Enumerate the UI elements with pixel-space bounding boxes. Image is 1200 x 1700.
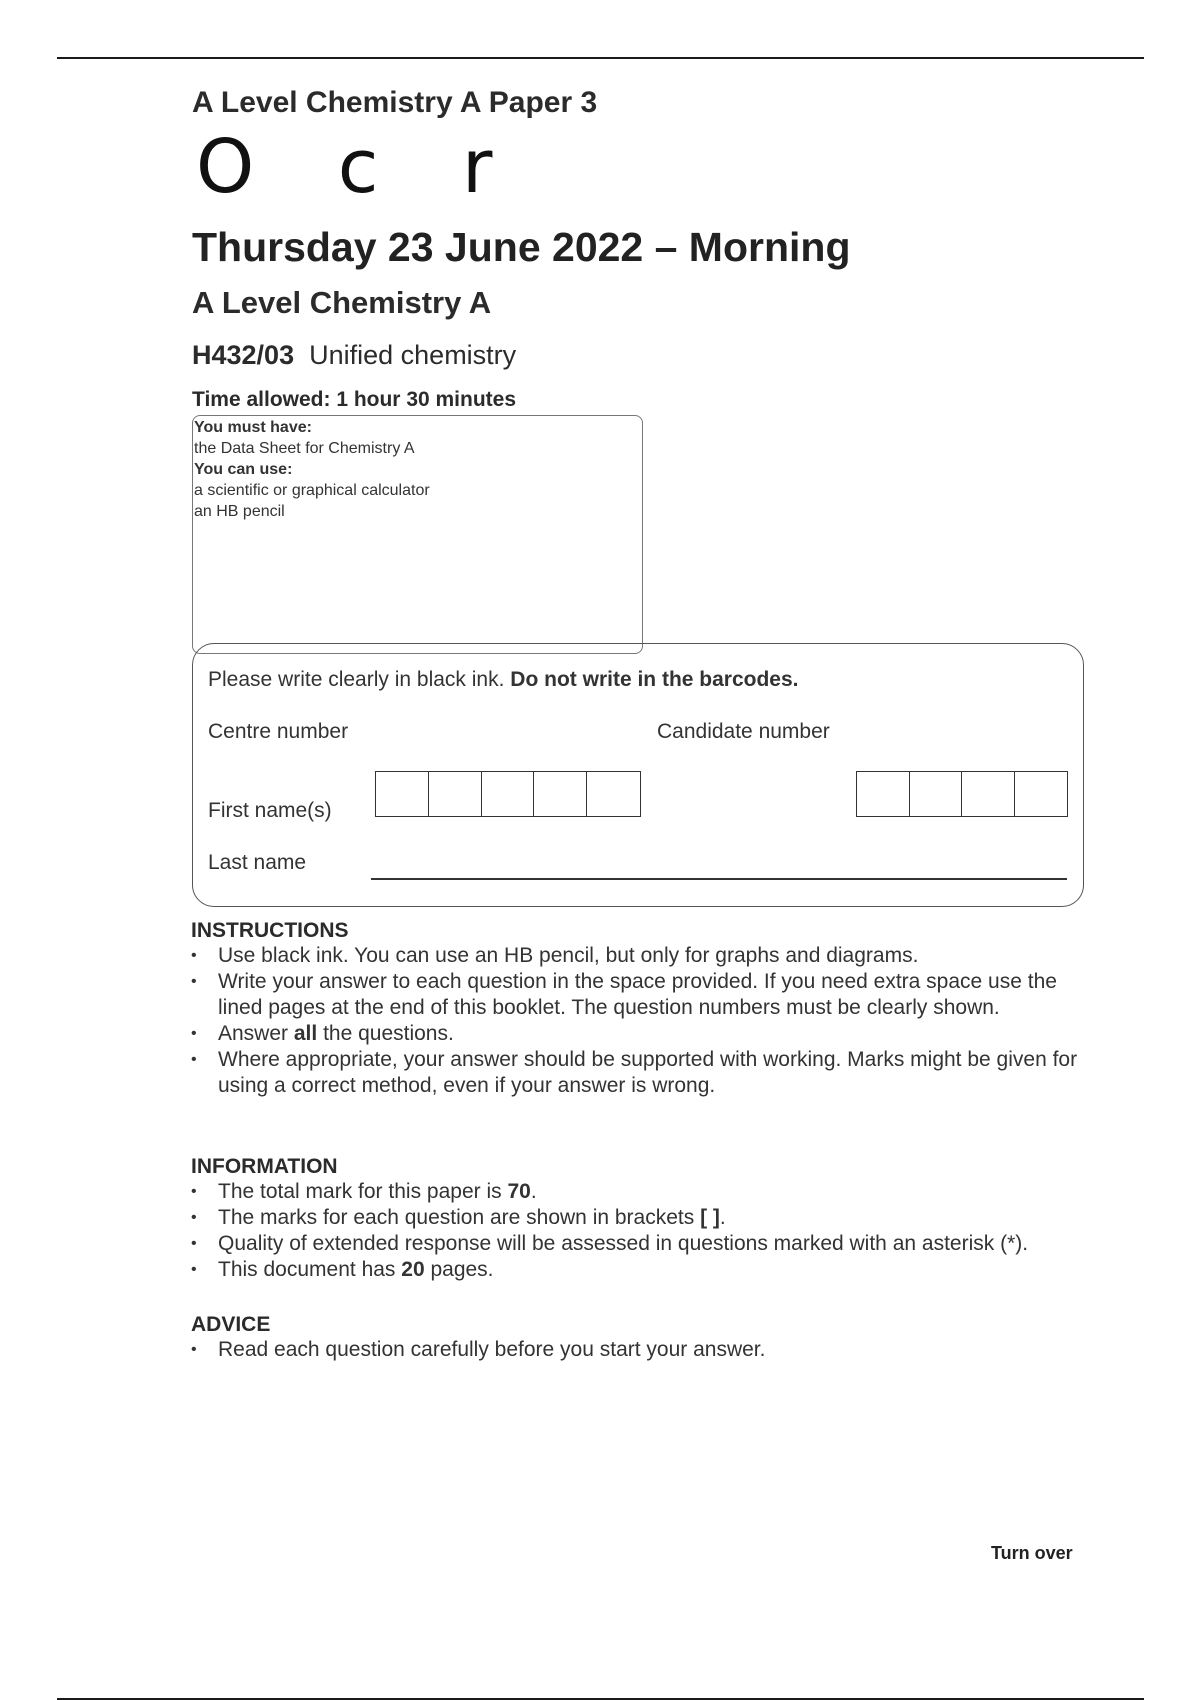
exam-date: Thursday 23 June 2022 – Morning — [192, 224, 851, 270]
equipment-box — [192, 415, 643, 654]
advice-heading: ADVICE — [191, 1313, 271, 1336]
information-item: • This document has 20 pages. — [191, 1257, 1121, 1283]
first-name-label: First name(s) — [208, 799, 332, 822]
must-have-heading: You must have: — [194, 419, 312, 436]
can-use-heading: You can use: — [194, 461, 293, 478]
information-heading: INFORMATION — [191, 1155, 338, 1178]
advice-item: • Read each question carefully before you start your answer. — [191, 1337, 1121, 1363]
information-section — [191, 1155, 1121, 1283]
can-use-item: a scientific or graphical calculator — [194, 482, 430, 499]
top-rule — [57, 57, 1144, 59]
candidate-number-label: Candidate number — [657, 720, 830, 743]
must-have-item: the Data Sheet for Chemistry A — [194, 440, 415, 457]
unit-code: H432/03 — [192, 340, 295, 370]
first-name-field[interactable] — [371, 794, 1067, 824]
instruction-item — [191, 1021, 1121, 1047]
last-name-label: Last name — [208, 851, 307, 874]
time-allowed: Time allowed: 1 hour 30 minutes — [192, 388, 517, 411]
advice-section — [191, 1313, 1121, 1363]
instruction-item: • Where appropriate, your answer should be supported with working. Marks might be given for using a correct method, even if your answer is wrong. — [191, 1047, 1121, 1099]
paper-title: A Level Chemistry A Paper 3 — [192, 86, 598, 119]
instruction-item: • Use black ink. You can use an HB pencil, but only for graphs and diagrams. — [191, 943, 1121, 969]
last-name-line — [371, 878, 1067, 880]
can-use-item: an HB pencil — [194, 503, 285, 520]
information-item: • The total mark for this paper is 70. — [191, 1179, 1121, 1205]
unit-line — [192, 340, 516, 371]
instruction-item: • Write your answer to each question in the space provided. If you need extra space use the lined pages at the end of this booklet. The question numbers must be clearly shown. — [191, 969, 1121, 1021]
unit-name: Unified chemistry — [309, 340, 517, 370]
ocr-logo: O c r — [196, 124, 523, 210]
information-item: • Quality of extended response will be assessed in questions marked with an asterisk (*). — [191, 1231, 1121, 1257]
answer-all-text: Answer all the questions. — [218, 1022, 454, 1045]
candidate-details-box — [192, 643, 1084, 907]
ink-instruction: Please write clearly in black ink. Do not write in the barcodes. — [208, 668, 799, 691]
turn-over-label: Turn over — [991, 1543, 1073, 1563]
qualification: A Level Chemistry A — [192, 285, 492, 320]
last-name-field[interactable] — [371, 844, 1067, 876]
information-item: • The marks for each question are shown in brackets [ ]. — [191, 1205, 1121, 1231]
instructions-heading: INSTRUCTIONS — [191, 919, 349, 942]
instructions-section — [191, 919, 1121, 1099]
centre-number-label: Centre number — [208, 720, 349, 743]
